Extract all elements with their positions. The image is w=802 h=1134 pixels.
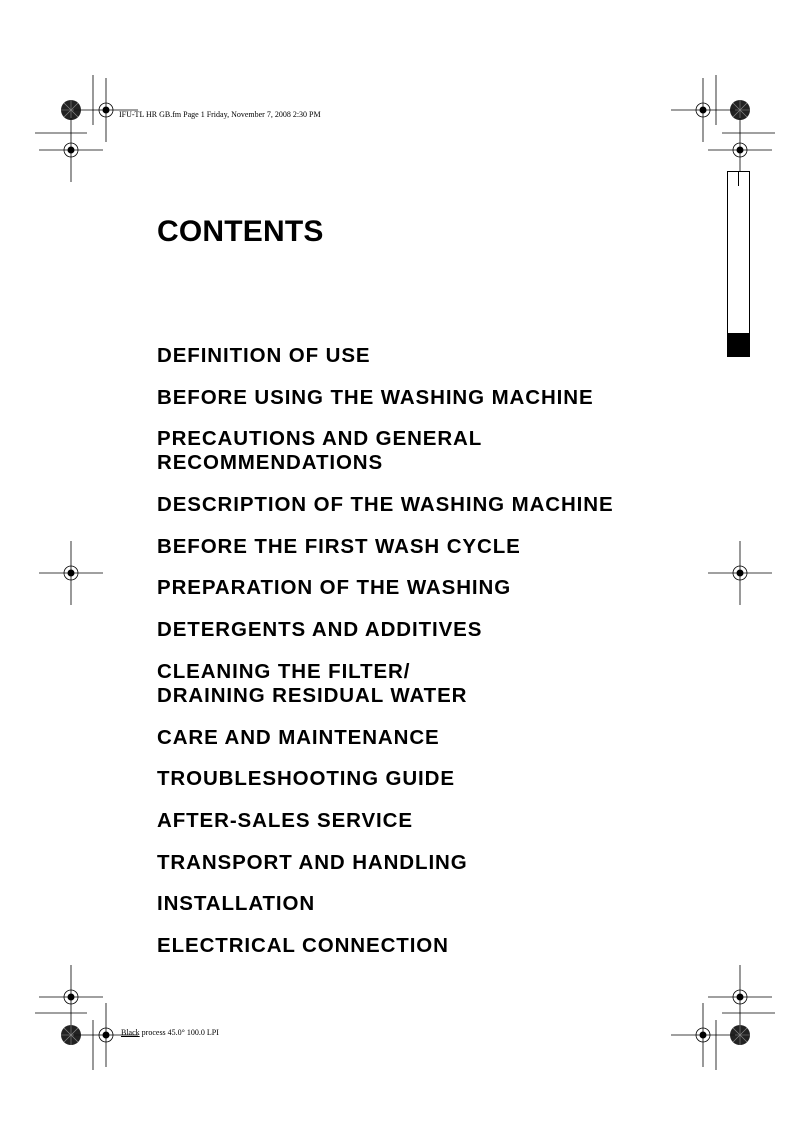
toc-item [157, 576, 717, 600]
crosshair-icon [39, 118, 103, 182]
toc-item-label: AFTER-SALES SERVICE [157, 808, 413, 832]
toc-item-label: TROUBLESHOOTING GUIDE [157, 767, 455, 791]
print-info-footer-underlined: Black [121, 1028, 140, 1037]
toc-item [157, 767, 717, 791]
section-tab-marker [727, 171, 750, 357]
print-info-header: IFU-TL HR GB.fm Page 1 Friday, November 7, 2008 2:30 PM [119, 110, 321, 119]
crosshair-icon [708, 541, 772, 605]
toc-item [157, 934, 717, 958]
toc-item-label: PRECAUTIONS AND GENERAL [157, 427, 483, 451]
toc-item [157, 344, 717, 368]
toc-item-label: PREPARATION OF THE WASHING [157, 576, 512, 600]
toc-item [157, 660, 717, 708]
toc-item-label: BEFORE USING THE WASHING MACHINE [157, 385, 594, 409]
print-info-footer-rest: process 45.0° 100.0 LPI [139, 1028, 219, 1037]
table-of-contents [157, 344, 717, 976]
toc-item [157, 851, 717, 875]
crosshair-icon [708, 965, 772, 1029]
crosshair-icon [74, 78, 138, 142]
toc-item-label: CLEANING THE FILTER/ [157, 659, 411, 683]
toc-item [157, 809, 717, 833]
page-title: CONTENTS [157, 215, 324, 248]
print-info-footer [121, 1028, 219, 1037]
toc-item [157, 726, 717, 750]
toc-item-label: DESCRIPTION OF THE WASHING MACHINE [157, 493, 614, 517]
toc-item [157, 427, 717, 475]
crosshair-icon [39, 541, 103, 605]
crosshair-icon [39, 965, 103, 1029]
tab-fill [727, 333, 750, 357]
toc-item-label: INSTALLATION [157, 892, 316, 916]
toc-item [157, 535, 717, 559]
toc-item-label: DETERGENTS AND ADDITIVES [157, 618, 483, 642]
toc-item-label-line2: DRAINING RESIDUAL WATER [157, 683, 468, 707]
tab-tick [738, 172, 739, 186]
toc-item-label: DEFINITION OF USE [157, 344, 371, 367]
toc-item-label-line2: RECOMMENDATIONS [157, 451, 384, 475]
crosshair-icon [671, 78, 735, 142]
toc-item-label: CARE AND MAINTENANCE [157, 725, 440, 749]
toc-item [157, 892, 717, 916]
toc-item-label: ELECTRICAL CONNECTION [157, 933, 449, 957]
toc-item [157, 618, 717, 642]
toc-item [157, 386, 717, 410]
toc-item-label: TRANSPORT AND HANDLING [157, 850, 468, 874]
toc-item-label: BEFORE THE FIRST WASH CYCLE [157, 534, 521, 558]
toc-item [157, 493, 717, 517]
